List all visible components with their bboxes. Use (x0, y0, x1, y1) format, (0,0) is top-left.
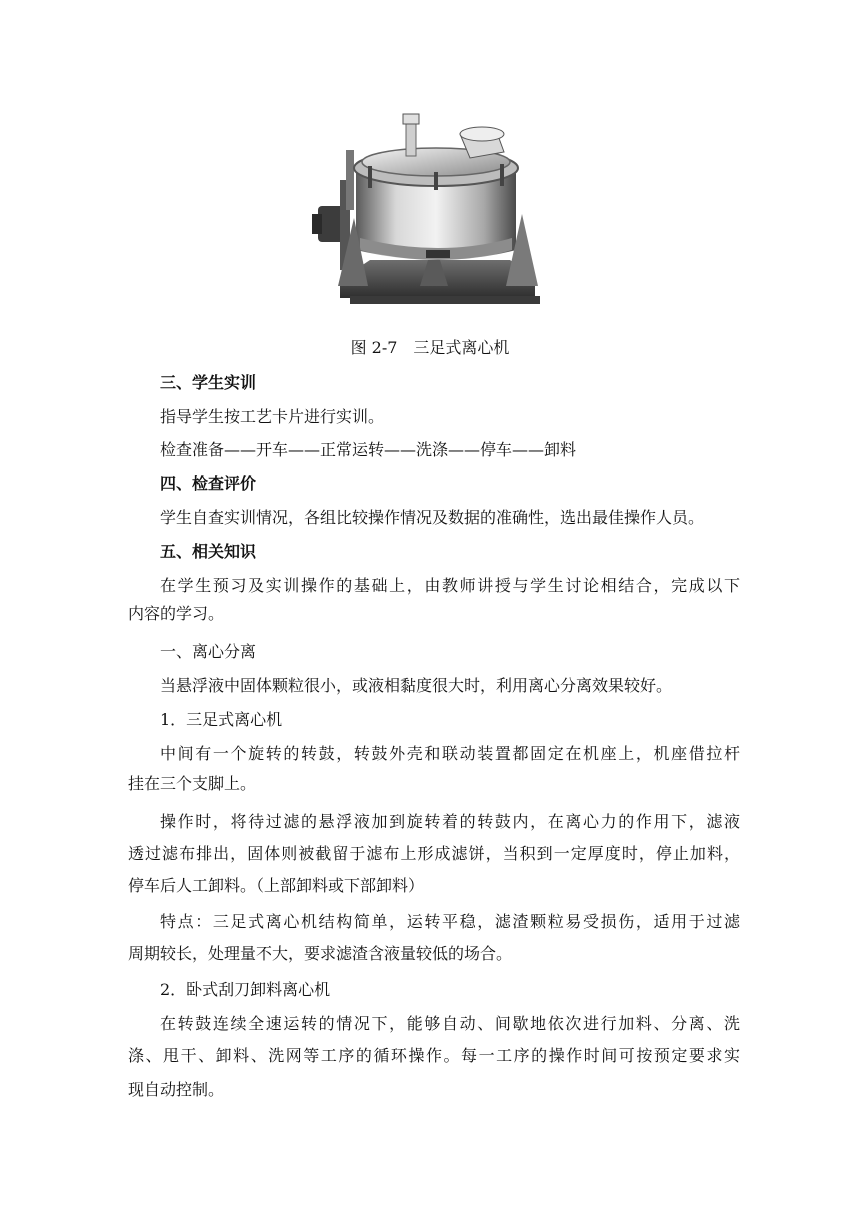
centrifugal-separation-heading: 一、离心分离 (160, 642, 257, 661)
tripod-features-line-2: 周期较长，处理量不大，要求滤渣含液量较低的场合。 (128, 944, 513, 963)
figure-caption: 图 2-7 三足式离心机 (350, 338, 510, 357)
training-text-1: 指导学生按工艺卡片进行实训。 (160, 407, 385, 426)
tripod-operation-line-1: 操作时，将待过滤的悬浮液加到旋转着的转鼓内，在离心力的作用下，滤液 (160, 812, 740, 831)
tripod-operation-line-3: 停车后人工卸料。（上部卸料或下部卸料） (128, 876, 425, 895)
tripod-operation-line-2: 透过滤布排出，固体则被截留于滤布上形成滤饼，当积到一定厚度时，停止加料， (128, 844, 740, 863)
tripod-features-line-1: 特点：三足式离心机结构简单，运转平稳，滤渣颗粒易受损伤，适用于过滤 (160, 912, 740, 931)
tripod-structure-line-1: 中间有一个旋转的转鼓，转鼓外壳和联动装置都固定在机座上，机座借拉杆 (160, 744, 740, 763)
tripod-centrifuge-heading: 1．三足式离心机 (160, 710, 283, 729)
centrifugal-separation-text: 当悬浮液中固体颗粒很小，或液相黏度很大时，利用离心分离效果较好。 (160, 676, 673, 695)
knowledge-paragraph-line-2: 内容的学习。 (128, 604, 225, 623)
evaluation-heading: 四、检查评价 (160, 474, 257, 493)
tripod-structure-line-2: 挂在三个支脚上。 (128, 774, 257, 793)
tripod-centrifuge-photo-icon (310, 110, 550, 318)
evaluation-text-1: 学生自查实训情况，各组比较操作情况及数据的准确性，选出最佳操作人员。 (160, 508, 705, 527)
training-heading: 三、学生实训 (160, 373, 257, 392)
centrifuge-figure (310, 110, 550, 318)
scraper-text-line-2: 涤、甩干、卸料、洗网等工序的循环操作。每一工序的操作时间可按预定要求实 (128, 1046, 740, 1065)
training-text-2: 检查准备——开车——正常运转——洗涤——停车——卸料 (160, 440, 577, 459)
scraper-text-line-3: 现自动控制。 (128, 1080, 225, 1099)
scraper-text-line-1: 在转鼓连续全速运转的情况下，能够自动、间歇地依次进行加料、分离、洗 (160, 1014, 740, 1033)
knowledge-paragraph-line-1: 在学生预习及实训操作的基础上，由教师讲授与学生讨论相结合，完成以下 (160, 576, 740, 595)
scraper-centrifuge-heading: 2．卧式刮刀卸料离心机 (160, 980, 331, 999)
knowledge-heading: 五、相关知识 (160, 542, 257, 561)
